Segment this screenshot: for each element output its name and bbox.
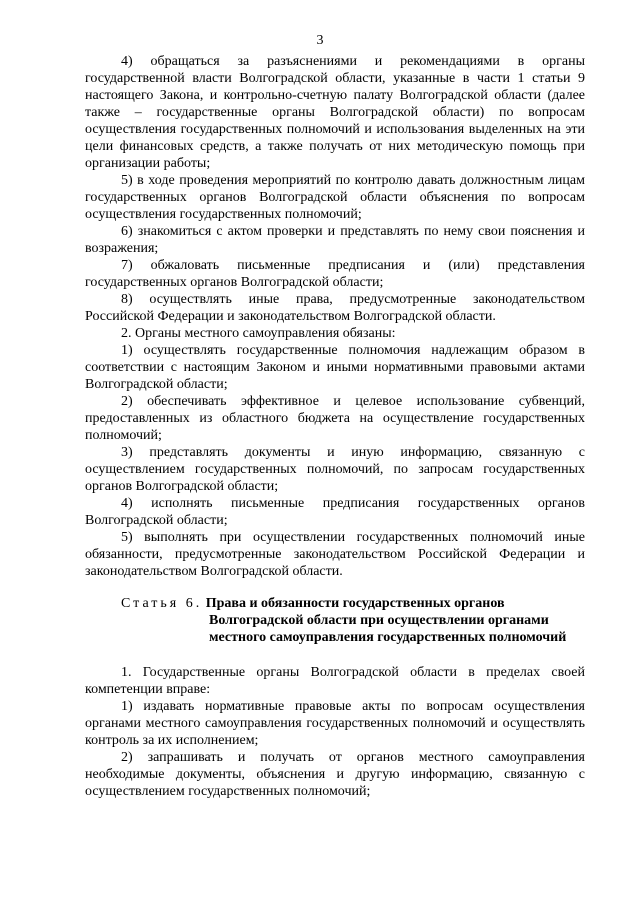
paragraph: 4) обращаться за разъяснениями и рекомендациями в органы государственной власти Волгоградской области, указанные в части 1 статьи 9 настоящего Закона, и контрольно-счетную палату Волгоградской области (далее также – государственные органы Волгоградской области) по вопросам осуществления государственных полномочий и использования выделенных на эти цели финансовых средств, а также получать от них методическую помощь при организации работы; [85,54,585,171]
article-heading [85,595,585,646]
article-title-line-3: местного самоуправления государственных полномочий [209,630,567,645]
paragraph: 7) обжаловать письменные предписания и (или) представления государственных органов Волгоградской области; [85,258,585,290]
paragraph: 2. Органы местного самоуправления обязаны: [121,326,396,341]
paragraph: 1. Государственные органы Волгоградской области в пределах своей компетенции вправе: [85,665,585,697]
paragraph: 5) выполнять при осуществлении государственных полномочий иные обязанности, предусмотренные законодательством Российской Федерации и законодательством Волгоградской области. [85,530,585,579]
document-body [85,53,585,800]
paragraph: 2) обеспечивать эффективное и целевое использование субвенций, предоставленных из областного бюджета на осуществление государственных полномочий; [85,394,585,443]
paragraph: 3) представлять документы и иную информацию, связанную с осуществлением государственных полномочий, по запросам государственных органов Волгоградской области; [85,445,585,494]
paragraph: 1) осуществлять государственные полномочия надлежащим образом в соответствии с настоящим Законом и иными нормативными правовыми актами Волгоградской области; [85,343,585,392]
paragraph: 8) осуществлять иные права, предусмотренные законодательством Российской Федерации и законодательством Волгоградской области. [85,292,585,324]
paragraph: 6) знакомиться с актом проверки и представлять по нему свои пояснения и возражения; [85,224,585,256]
article-title-line-2: Волгоградской области при осуществлении органами [209,613,549,628]
paragraph: 2) запрашивать и получать от органов местного самоуправления необходимые документы, объяснения и другую информацию, связанную с осуществлением государственных полномочий; [85,750,585,799]
paragraph: 5) в ходе проведения мероприятий по контролю давать должностным лицам государственных органов Волгоградской области объяснения по вопросам осуществления государственных полномочий; [85,173,585,222]
page-number: 3 [316,33,324,48]
article-label: Статья 6. [121,596,203,611]
article-title-line-1: Права и обязанности государственных органов [205,596,505,611]
paragraph: 1) издавать нормативные правовые акты по вопросам осуществления органами местного самоуправления государственных полномочий и осуществлять контроль за их исполнением; [85,699,585,748]
paragraph: 4) исполнять письменные предписания государственных органов Волгоградской области; [85,496,585,528]
